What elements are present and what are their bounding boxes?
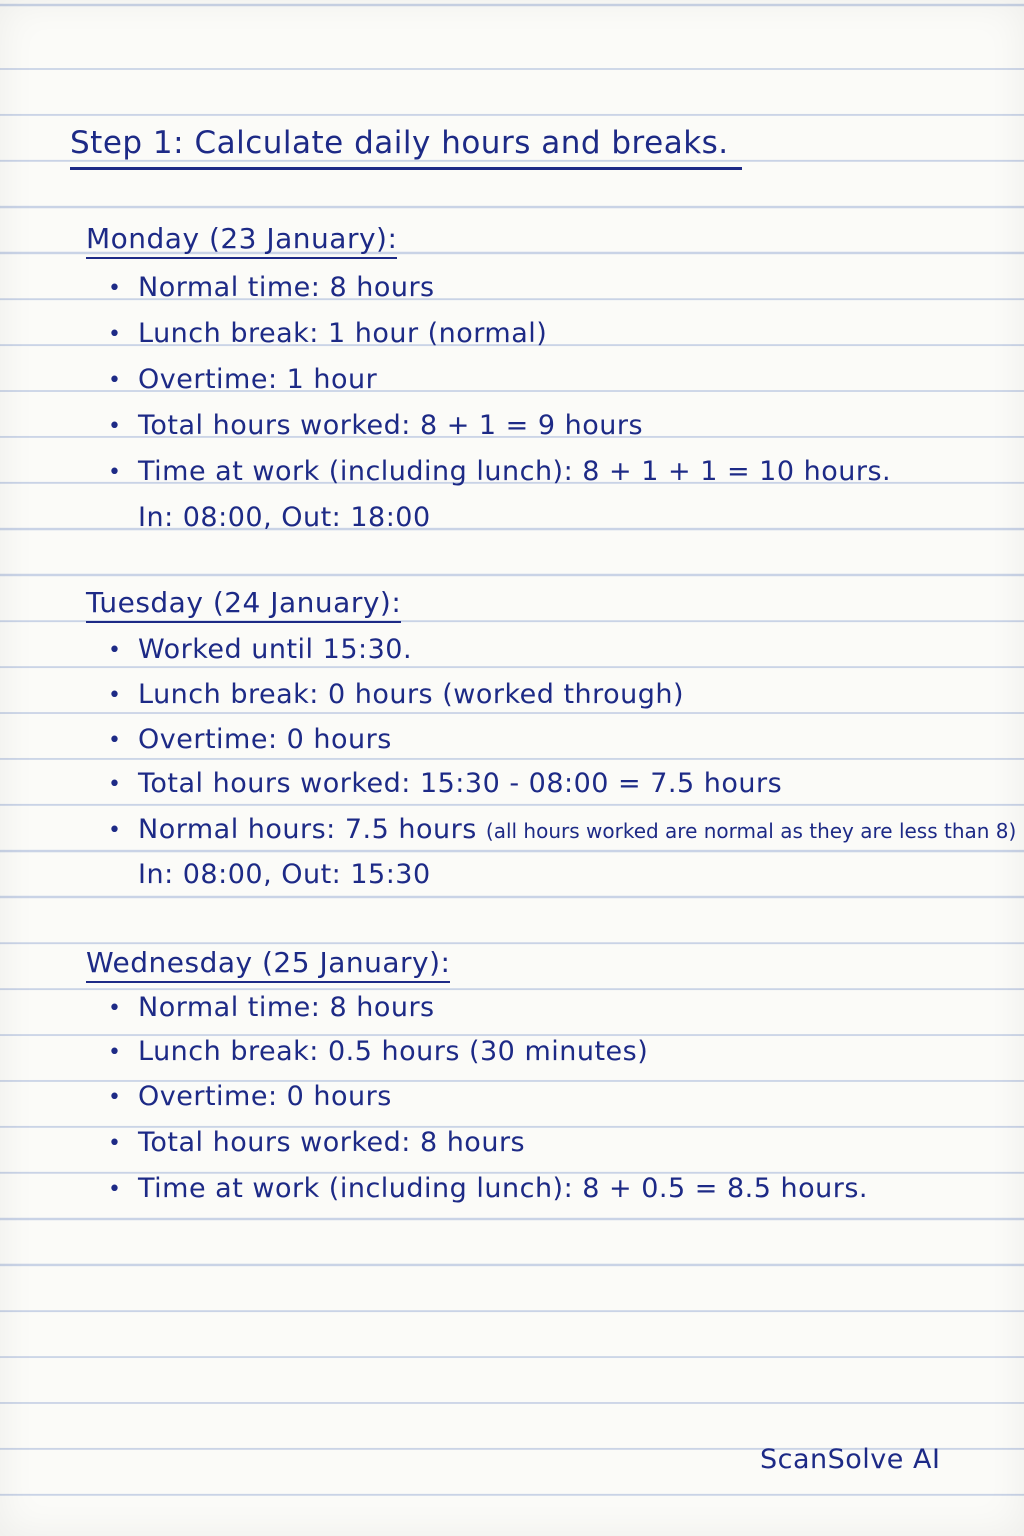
wednesday-item-total-hours: • Total hours worked: 8 hours bbox=[108, 1127, 526, 1158]
bullet-icon: • bbox=[108, 1085, 122, 1110]
wednesday-item-overtime: • Overtime: 0 hours bbox=[108, 1081, 392, 1112]
monday-heading: Monday (23 January): bbox=[86, 222, 397, 259]
wednesday-heading: Wednesday (25 January): bbox=[86, 946, 450, 983]
tuesday-item-overtime: • Overtime: 0 hours bbox=[108, 724, 392, 755]
bullet-icon: • bbox=[108, 1131, 122, 1156]
tuesday-item-normal-hours: • Normal hours: 7.5 hours (all hours worked are normal as they are less than 8) bbox=[108, 814, 1017, 845]
bullet-icon: • bbox=[108, 638, 122, 663]
tuesday-normal-note: (all hours worked are normal as they are less than 8) bbox=[485, 819, 1017, 843]
bullet-icon: • bbox=[108, 818, 122, 843]
monday-item-time-at-work: • Time at work (including lunch): 8 + 1 + 1 = 10 hours. bbox=[108, 456, 892, 487]
monday-item-normal-time: • Normal time: 8 hours bbox=[108, 272, 435, 303]
page-title: Step 1: Calculate daily hours and breaks. bbox=[70, 125, 742, 170]
bullet-icon: • bbox=[108, 728, 122, 753]
wednesday-item-lunch-break: • Lunch break: 0.5 hours (30 minutes) bbox=[108, 1036, 649, 1067]
monday-item-overtime: • Overtime: 1 hour bbox=[108, 364, 378, 395]
bullet-icon: • bbox=[108, 368, 122, 393]
tuesday-item-worked-until: • Worked until 15:30. bbox=[108, 634, 413, 665]
brand-signature: ScanSolve AI bbox=[760, 1444, 941, 1475]
monday-item-lunch-break: • Lunch break: 1 hour (normal) bbox=[108, 318, 548, 349]
bullet-icon: • bbox=[108, 996, 122, 1021]
bullet-icon: • bbox=[108, 1177, 122, 1202]
bullet-icon: • bbox=[108, 414, 122, 439]
tuesday-item-lunch-break: • Lunch break: 0 hours (worked through) bbox=[108, 679, 685, 710]
bullet-icon: • bbox=[108, 322, 122, 347]
bullet-icon: • bbox=[108, 276, 122, 301]
bullet-icon: • bbox=[108, 772, 122, 797]
monday-item-total-hours: • Total hours worked: 8 + 1 = 9 hours bbox=[108, 410, 644, 441]
tuesday-heading: Tuesday (24 January): bbox=[86, 586, 401, 623]
bullet-icon: • bbox=[108, 683, 122, 708]
wednesday-item-time-at-work: • Time at work (including lunch): 8 + 0.5 = 8.5 hours. bbox=[108, 1173, 868, 1204]
tuesday-in-out: In: 08:00, Out: 15:30 bbox=[138, 859, 431, 890]
tuesday-item-total-hours: • Total hours worked: 15:30 - 08:00 = 7.5 hours bbox=[108, 768, 783, 799]
monday-in-out: In: 08:00, Out: 18:00 bbox=[138, 502, 431, 533]
wednesday-item-normal-time: • Normal time: 8 hours bbox=[108, 992, 435, 1023]
bullet-icon: • bbox=[108, 460, 122, 485]
bullet-icon: • bbox=[108, 1040, 122, 1065]
